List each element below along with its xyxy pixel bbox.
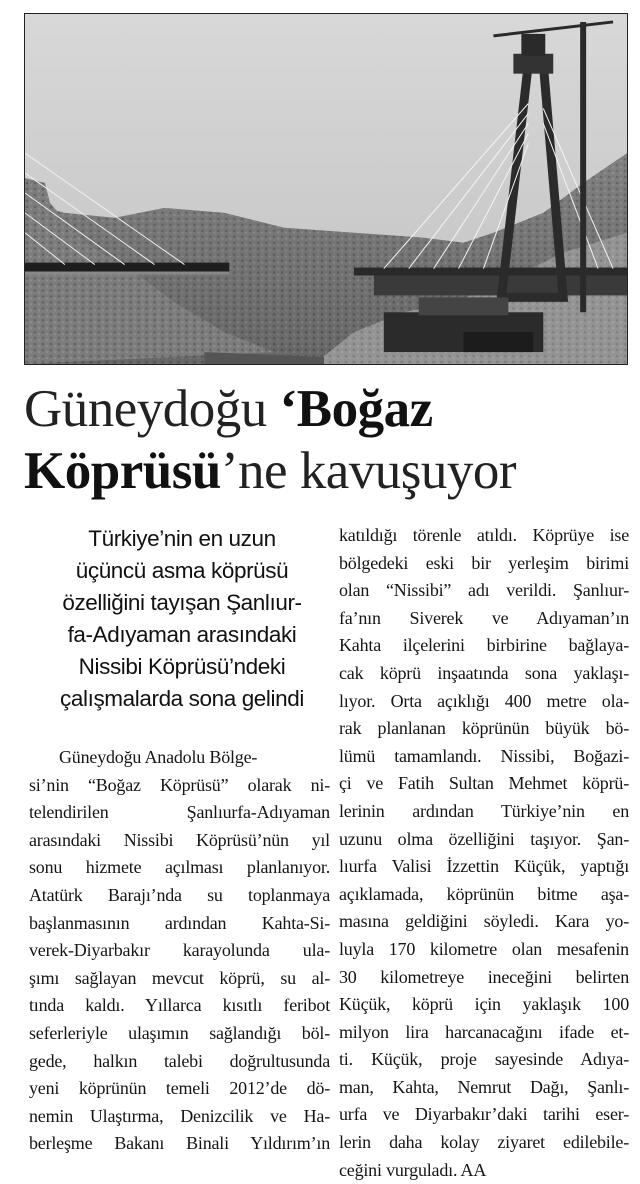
body-line: şımı sağlayan mevcut köprü, su al- xyxy=(29,967,330,988)
article-body-left-column xyxy=(29,744,330,1158)
body-line: lıyor. Orta açıklığı 400 metre ola- xyxy=(339,690,629,711)
body-line: urfa ve Diyarbakır’daki tarihi eser- xyxy=(339,1104,629,1125)
body-line: sonu hizmete açılması planlanıyor. xyxy=(29,857,330,878)
deck-line: özelliğini tayışan Şanlıur- xyxy=(62,590,302,615)
body-line: nemin Ulaştırma, Denizcilik ve Ha- xyxy=(29,1105,330,1126)
headline-line-2 xyxy=(24,440,630,502)
body-line: milyon lira harcanacağını ifade et- xyxy=(339,1021,629,1042)
article-body-right-column xyxy=(339,522,629,1184)
body-line: katıldığı törenle atıldı. Köprüye ise xyxy=(339,525,629,545)
body-line: verek-Diyarbakır karayolunda ula- xyxy=(29,940,330,961)
body-line: Güneydoğu Anadolu Bölge- xyxy=(59,747,258,767)
deck-line: Türkiye’nin en uzun xyxy=(88,526,276,551)
body-line: ti. Küçük, proje sayesinde Adıya- xyxy=(339,1049,629,1070)
body-line: Atatürk Barajı’nda su toplanmaya xyxy=(29,884,330,905)
body-line: lerin daha kolay ziyaret edilebile- xyxy=(339,1132,629,1153)
body-line: yeni köprünün temeli 2012’de dö- xyxy=(29,1078,330,1099)
body-line: Küçük, köprü için yaklaşık 100 xyxy=(339,994,629,1015)
headline-bold-part: ‘Boğaz xyxy=(279,380,433,438)
body-line: cak köprü inşaatında sona yaklaşı- xyxy=(339,662,629,683)
body-line: rak planlanan köprünün büyük bö- xyxy=(339,718,629,739)
headline-line-1 xyxy=(24,378,630,440)
body-line: açıklamada, köprünün bitme aşa- xyxy=(339,883,629,904)
headline-bold-part: Köprüsü xyxy=(24,442,221,500)
bridge-photo xyxy=(24,13,628,365)
body-line: lerinin ardından Türkiye’nin en xyxy=(339,800,629,821)
body-line: masına geldiğini söyledi. Kara yo- xyxy=(339,911,629,932)
body-line: 30 kilometreye ineceğini belirten xyxy=(339,966,629,987)
body-line: seferleriyle ulaşımın sağlandığı böl- xyxy=(29,1022,330,1043)
body-line: gede, halkın talebi doğrultusunda xyxy=(29,1050,330,1071)
body-line: berleşme Bakanı Binali Yıldırım’ın xyxy=(29,1133,330,1154)
headline xyxy=(24,378,630,502)
body-line: ceğini vurguladı. AA xyxy=(339,1159,487,1180)
body-line: bölgedeki eski bir yerleşim birimi xyxy=(339,552,629,573)
body-line: lümü tamamlandı. Nissibi, Boğazi- xyxy=(339,745,629,766)
body-line: man, Kahta, Nemrut Dağı, Şanlı- xyxy=(339,1076,629,1097)
body-line: başlanmasının ardından Kahta-Si- xyxy=(29,912,330,933)
body-line: lıurfa Valisi İzzettin Küçük, yaptığı xyxy=(339,856,629,877)
bridge-construction-image xyxy=(25,14,627,364)
headline-part: Güneydoğu xyxy=(24,380,280,438)
body-line: Kahta ilçelerini birbirine bağlaya- xyxy=(339,635,629,656)
body-line: arasındaki Nissibi Köprüsü’nün yıl xyxy=(29,829,330,850)
body-line: si’nin “Boğaz Köprüsü” olarak ni- xyxy=(29,774,330,795)
body-line: telendirilen Şanlıurfa-Adıyaman xyxy=(29,802,330,823)
deck-line: üçüncü asma köprüsü xyxy=(75,558,289,583)
body-line: fa’nın Siverek ve Adıyaman’ın xyxy=(339,607,629,628)
body-line: çi ve Fatih Sultan Mehmet köprü- xyxy=(339,773,629,794)
deck-line: fa-Adıyaman arasındaki xyxy=(67,622,297,647)
body-line: olan “Nissibi” adı verildi. Şanlıur- xyxy=(339,580,629,601)
deck-line: Nissibi Köprüsü’ndeki xyxy=(78,654,286,679)
deck-line: çalışmalarda sona gelindi xyxy=(60,686,304,711)
body-line: luyla 170 kilometre olan mesafenin xyxy=(339,938,629,959)
body-line: tında kaldı. Yıllarca kısıtlı feribot xyxy=(29,995,330,1016)
subheadline-deck xyxy=(36,523,328,715)
body-line: uzunu olma özelliğini taşıyor. Şan- xyxy=(339,828,629,849)
headline-part: ’ne kavuşuyor xyxy=(220,442,517,500)
